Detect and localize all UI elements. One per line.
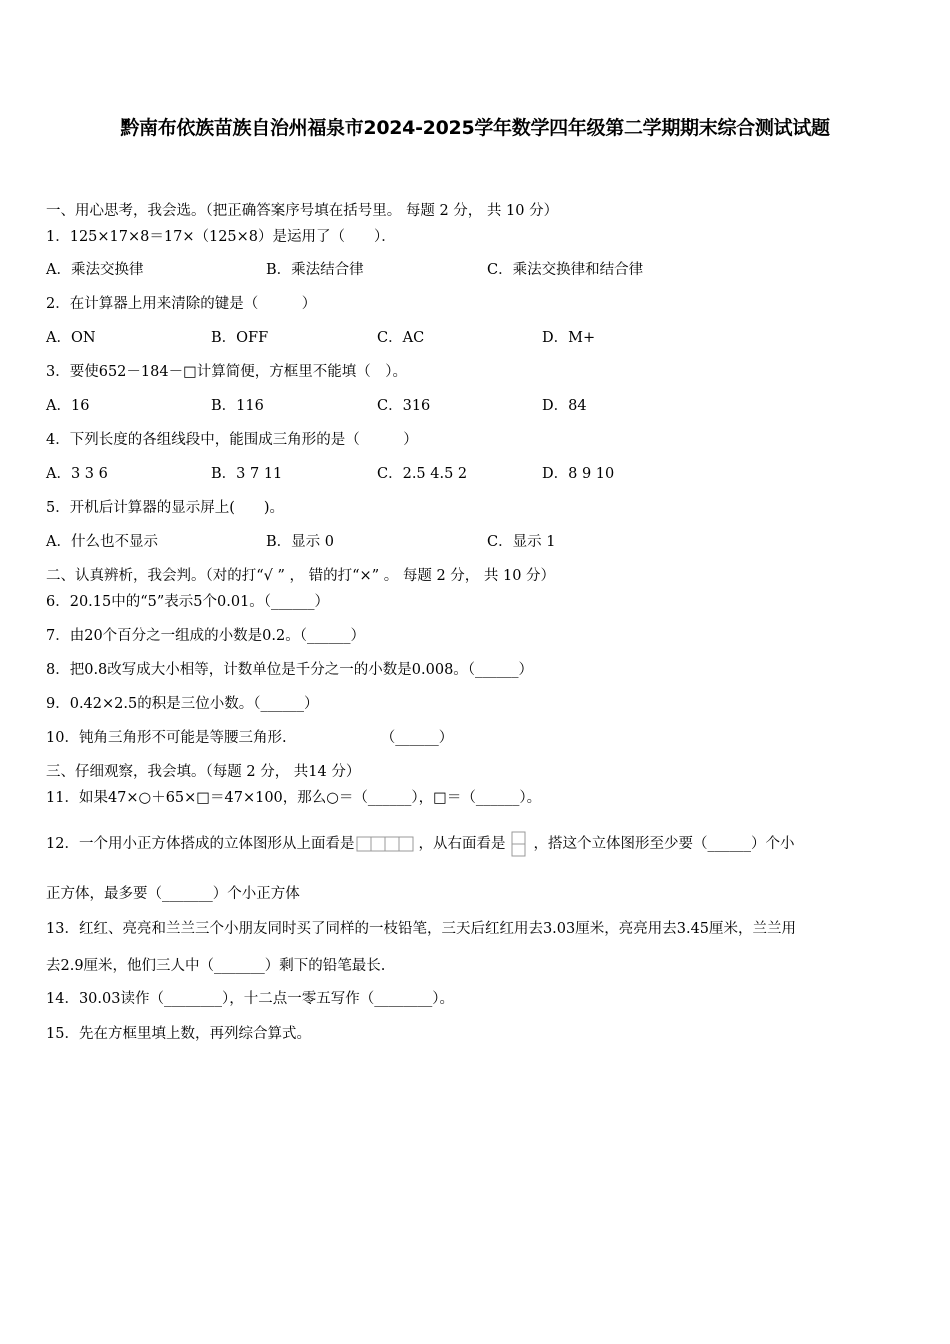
question-3-option-d: D．84: [542, 398, 587, 414]
question-1-stem: 1．125×17×8＝17×（125×8）是运用了（ ）．: [46, 229, 396, 245]
question-6: 6．20.15中的“5”表示5个0.01。（______）: [46, 594, 330, 610]
question-15: 15．先在方框里填上数，再列综合算式。: [46, 1026, 311, 1042]
question-12-part3: ，搭这个立体图形至少要（______）个小: [533, 836, 795, 852]
question-3-option-b: B．116: [211, 398, 264, 414]
question-4-option-b: B．3 7 11: [211, 466, 283, 482]
question-12-line2: 正方体，最多要（_______）个小正方体: [46, 886, 300, 902]
question-14: 14．30.03读作（________），十二点一零五写作（________）。: [46, 991, 454, 1007]
question-11: 11．如果47×○＋65×□＝47×100，那么○＝（______），□＝（______）。: [46, 790, 542, 806]
question-8: 8．把0.8改写成大小相等，计数单位是千分之一的小数是0.008。（______）: [46, 662, 534, 678]
question-5-option-c: C．显示 1: [487, 534, 556, 550]
question-4-option-c: C．2.5 4.5 2: [377, 466, 468, 482]
question-2-stem: 2．在计算器上用来清除的键是（ ）: [46, 296, 317, 312]
question-3-option-c: C．316: [377, 398, 431, 414]
question-1-option-c: C．乘法交换律和结合律: [487, 262, 644, 278]
question-13-line1: 13．红红、亮亮和兰兰三个小朋友同时买了同样的一枝铅笔，三天后红红用去3.03厘米，亮亮用去3.45厘米，兰兰用: [46, 921, 797, 937]
question-3-option-a: A．16: [46, 398, 90, 414]
question-2-option-d: D．M+: [542, 330, 596, 346]
question-4-option-d: D．8 9 10: [542, 466, 615, 482]
question-3-stem: 3．要使652－184－□计算简便，方框里不能填（ ）。: [46, 364, 408, 380]
question-1-option-b: B．乘法结合律: [266, 262, 364, 278]
section1-heading: 一、用心思考，我会选。（把正确答案序号填在括号里。 每题 2 分， 共 10 分）: [46, 203, 559, 219]
question-9: 9．0.42×2.5的积是三位小数。（______）: [46, 696, 319, 712]
question-5-option-a: A．什么也不显示: [46, 534, 158, 550]
question-12-part1: 12．一个用小正方体搭成的立体图形从上面看是: [46, 836, 355, 852]
page-title: 黔南布依族苗族自治州福泉市2024-2025学年数学四年级第二学期期末综合测试试题: [120, 117, 830, 139]
question-12-part2: ，从右面看是: [418, 836, 506, 852]
section3-heading: 三、仔细观察，我会填。（每题 2 分， 共14 分）: [46, 764, 361, 780]
section2-heading: 二、认真辨析，我会判。（对的打“√ ” ， 错的打“×” 。 每题 2 分， 共 10 分）: [46, 568, 556, 584]
question-5-stem: 5．开机后计算器的显示屏上( )。: [46, 500, 285, 516]
question-2-option-a: A．ON: [46, 330, 96, 346]
question-2-option-b: B．OFF: [211, 330, 269, 346]
question-7: 7．由20个百分之一组成的小数是0.2。（______）: [46, 628, 365, 644]
question-1-option-a: A．乘法交换律: [46, 262, 144, 278]
question-10: 10．钝角三角形不可能是等腰三角形. （______）: [46, 730, 454, 746]
question-12-line1: [46, 831, 794, 857]
right-view-figure: [507, 831, 531, 857]
question-4-stem: 4．下列长度的各组线段中，能围成三角形的是（ ）: [46, 432, 418, 448]
question-4-option-a: A．3 3 6: [46, 466, 108, 482]
question-5-option-b: B．显示 0: [266, 534, 334, 550]
question-2-option-c: C．AC: [377, 330, 425, 346]
top-view-figure: [356, 834, 416, 854]
question-13-line2: 去2.9厘米，他们三人中（_______）剩下的铅笔最长.: [46, 958, 386, 974]
